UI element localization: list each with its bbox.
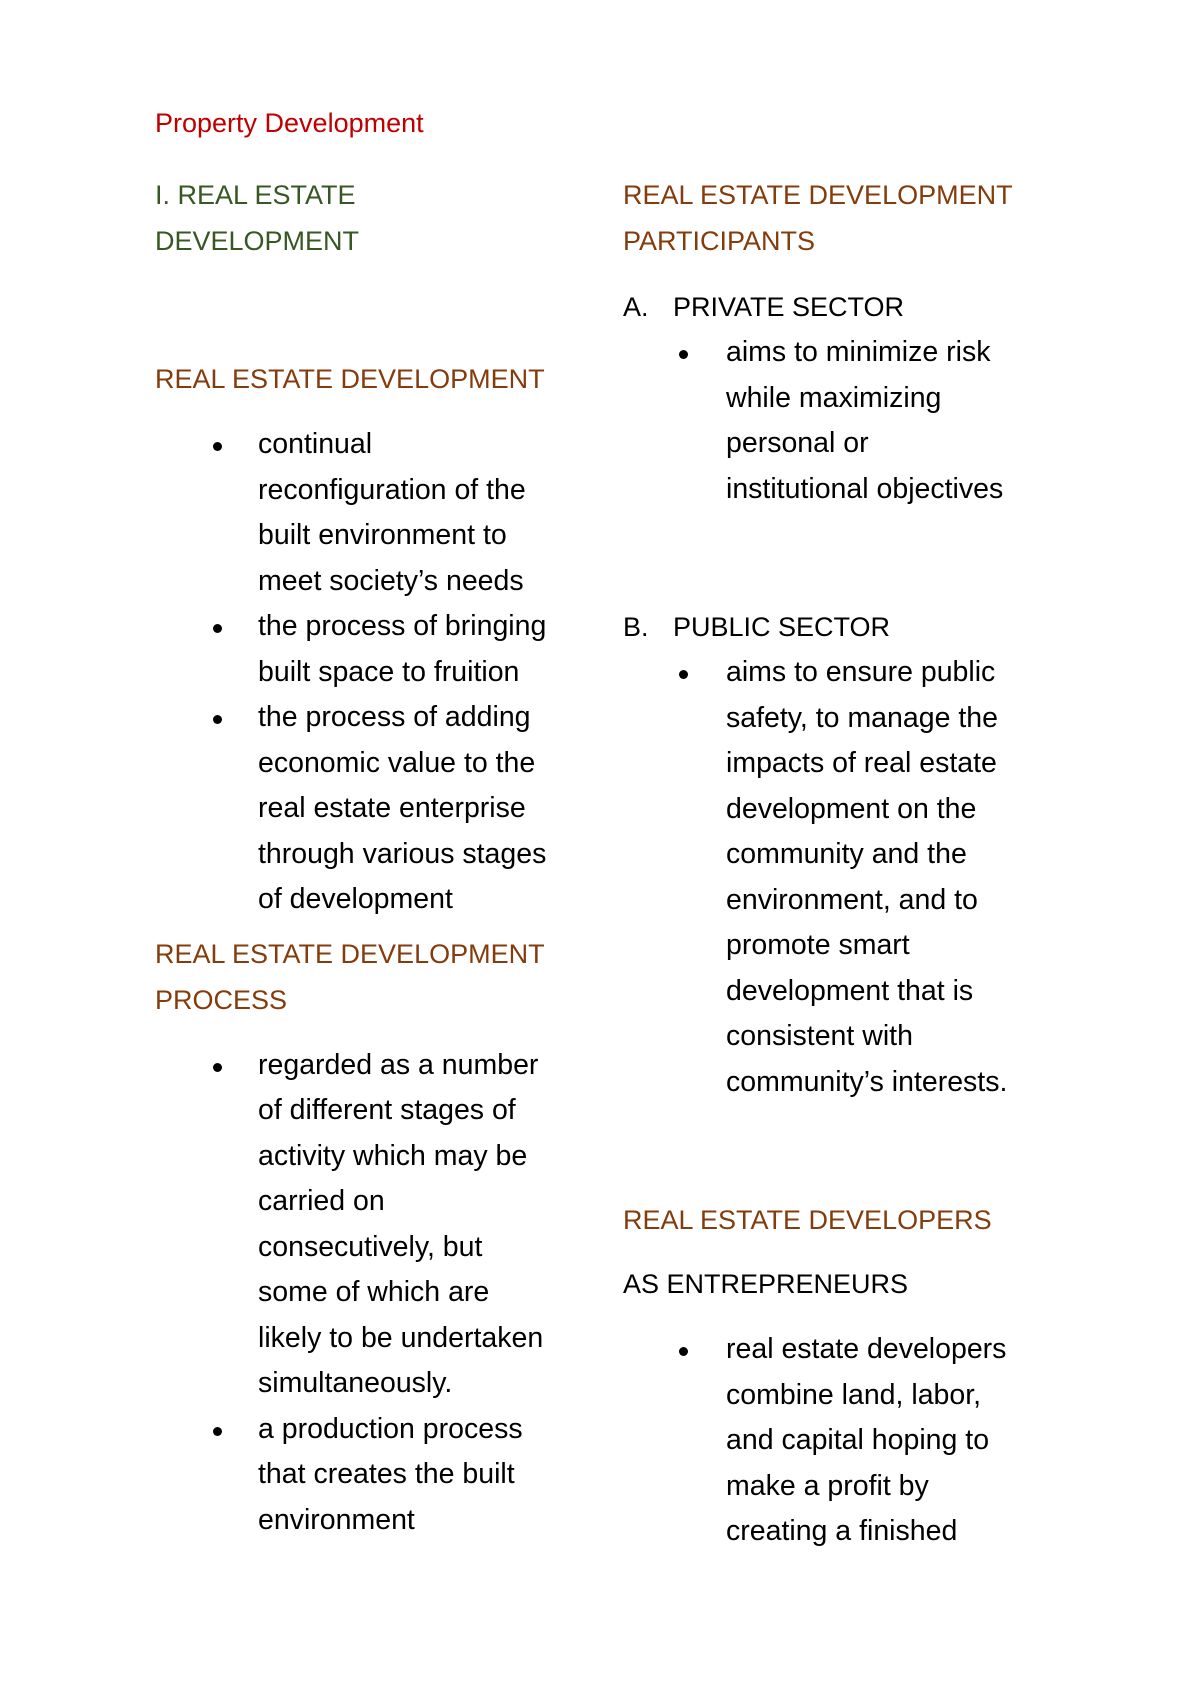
- list-label: PUBLIC SECTOR: [673, 612, 891, 642]
- list-item-line: combine land, labor,: [726, 1378, 982, 1411]
- list-letter: B.: [623, 612, 649, 642]
- section-heading-line: I. REAL ESTATE: [155, 180, 356, 210]
- list-item-line: development on the: [726, 792, 977, 825]
- list-item-line: aims to minimize risk: [726, 336, 991, 368]
- list-label: PRIVATE SECTOR: [673, 292, 905, 322]
- bullet-list: [623, 1327, 1063, 1555]
- list-item-line: meet society’s needs: [258, 564, 524, 597]
- list-item-line: impacts of real estate: [726, 747, 997, 779]
- list-item: [155, 1407, 595, 1544]
- list-item-line: community’s interests.: [726, 1065, 1008, 1098]
- list-item-line: consistent with: [726, 1020, 913, 1052]
- bullet-list: [623, 650, 1063, 1105]
- bullet-icon: [213, 442, 222, 451]
- heading-line: PROCESS: [155, 984, 288, 1015]
- section-heading: [155, 172, 595, 264]
- heading-development-process: [155, 931, 595, 1023]
- list-item-line: likely to be undertaken: [258, 1321, 544, 1354]
- list-item: [155, 1043, 595, 1407]
- bullet-list: [623, 330, 1063, 512]
- list-item-line: continual: [258, 428, 373, 460]
- bullet-icon: [213, 715, 222, 724]
- list-item-line: some of which are: [258, 1276, 490, 1308]
- subheading-entrepreneurs: AS ENTREPRENEURS: [623, 1269, 909, 1299]
- bullet-icon: [213, 1427, 222, 1436]
- right-column: [623, 172, 1063, 1555]
- list-item-line: built space to fruition: [258, 655, 520, 688]
- list-item-line: of different stages of: [258, 1094, 516, 1126]
- list-item-line: while maximizing: [726, 381, 942, 414]
- list-item-line: real estate enterprise: [258, 792, 526, 824]
- list-item-line: real estate developers: [726, 1333, 1007, 1365]
- list-item: [155, 422, 595, 604]
- list-item-line: environment, and to: [726, 883, 978, 916]
- public-sector-heading: [623, 604, 1063, 650]
- list-item-line: personal or: [726, 427, 869, 459]
- list-item-line: economic value to the: [258, 746, 536, 779]
- heading-line: REAL ESTATE DEVELOPMENT: [623, 180, 1013, 210]
- list-item-line: make a profit by: [726, 1469, 929, 1502]
- list-item-line: regarded as a number: [258, 1048, 539, 1081]
- list-item-line: simultaneously.: [258, 1367, 453, 1399]
- list-item-line: aims to ensure public: [726, 656, 996, 688]
- heading-line: REAL ESTATE DEVELOPMENT: [155, 938, 545, 969]
- list-item-line: promote smart: [726, 929, 910, 961]
- list-item: [155, 695, 595, 923]
- list-item-line: a production process: [258, 1412, 523, 1445]
- list-item-line: institutional objectives: [726, 472, 1004, 505]
- heading-participants: [623, 172, 1063, 264]
- bullet-icon: [213, 624, 222, 633]
- list-item: [623, 650, 1063, 1105]
- list-item-line: built environment to: [258, 519, 507, 551]
- bullet-list: [155, 422, 595, 923]
- list-item-line: through various stages: [258, 837, 547, 870]
- list-letter: A.: [623, 292, 649, 322]
- heading-line: PARTICIPANTS: [623, 226, 816, 256]
- list-item-line: consecutively, but: [258, 1230, 483, 1263]
- list-item-line: the process of adding: [258, 701, 531, 733]
- bullet-icon: [213, 1063, 222, 1072]
- section-heading-line: DEVELOPMENT: [155, 226, 360, 256]
- bullet-icon: [679, 670, 688, 679]
- list-item-line: reconfiguration of the: [258, 473, 526, 506]
- private-sector-heading: [623, 284, 1063, 330]
- heading-developers: REAL ESTATE DEVELOPERS: [623, 1205, 992, 1235]
- list-item: [623, 1327, 1063, 1555]
- list-item: [623, 330, 1063, 512]
- list-item-line: and capital hoping to: [726, 1424, 990, 1456]
- bullet-icon: [679, 1347, 688, 1356]
- list-item-line: community and the: [726, 838, 967, 870]
- list-item-line: safety, to manage the: [726, 701, 998, 734]
- list-item-line: the process of bringing: [258, 610, 547, 642]
- list-item-line: of development: [258, 883, 453, 915]
- bullet-list: [155, 1043, 595, 1544]
- list-item-line: development that is: [726, 974, 974, 1007]
- left-column: [155, 172, 595, 1543]
- list-item-line: carried on: [258, 1185, 385, 1217]
- page-title: Property Development: [155, 108, 424, 138]
- list-item-line: creating a finished: [726, 1515, 958, 1547]
- heading-real-estate-development: REAL ESTATE DEVELOPMENT: [155, 364, 545, 394]
- bullet-icon: [679, 350, 688, 359]
- list-item-line: activity which may be: [258, 1139, 528, 1172]
- list-item-line: environment: [258, 1503, 415, 1536]
- list-item: [155, 604, 595, 695]
- list-item-line: that creates the built: [258, 1458, 515, 1490]
